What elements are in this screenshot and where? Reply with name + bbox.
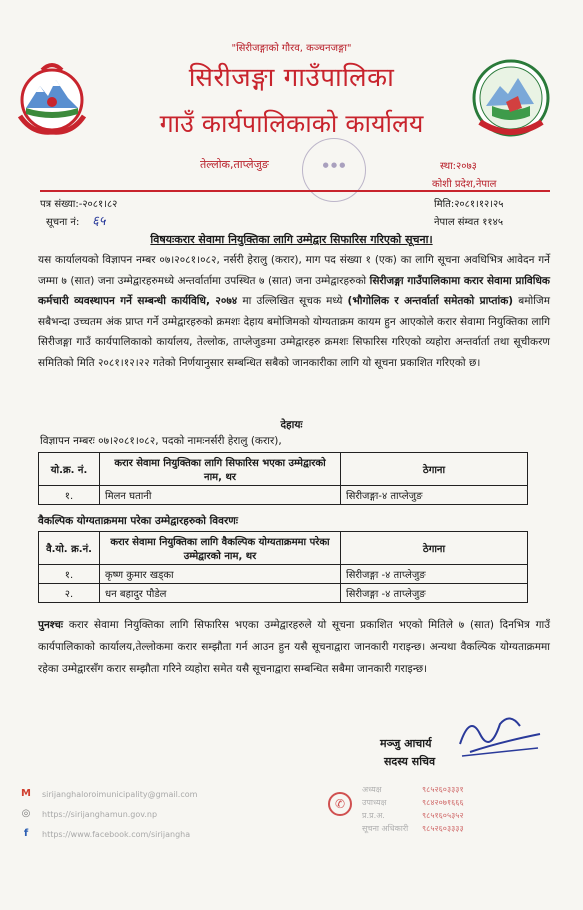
contact-label: प्र.प्र.अ. (362, 811, 385, 820)
table-cell: २. (39, 584, 100, 603)
office-name: गाउँ कार्यपालिकाको कार्यालय (159, 109, 424, 138)
phone-icon: ✆ (328, 792, 352, 816)
postscript-text: करार सेवामा नियुक्तिका लागि सिफारिस भएका उम्मेद्वारहरुले यो सूचना प्रकाशित भएको मितिले ७ (सात) दिनभित्र गाउँ कार्यपालिकाको कार्यालय,तेल्लोकमा करार सम्झौता गर्न आउन हुन यसै सूचनाद्वारा जानकारी गराइन्छ। अन्यथा वैकल्पिक योग्यताक्रममा रहेका उम्मेद्वारसँग करार सम्झौता गरिने व्यहोरा समेत यसै सूचनाद्वारा सम्बन्धित सबैमा जानकारी गराइन्छ। (38, 619, 550, 675)
office-stamp-icon: ● ● ● (302, 138, 366, 202)
contact-number: ९८५१६०५३५२ (422, 811, 464, 820)
signatory-name: मञ्जु आचार्य (380, 737, 432, 750)
contact-number: ९८५२६०३३३१ (422, 785, 464, 794)
table-cell: कृष्ण कुमार खड्का (100, 565, 341, 584)
signatory-position: सदस्य सचिव (384, 755, 436, 768)
contact-number: ९८४२०७१६६६ (422, 798, 464, 807)
gmail-icon: M (21, 788, 31, 799)
municipality-name: सिरीजङ्गा गाउँपालिका (188, 63, 395, 93)
table-cell: सिरीजङ्गा -४ ताप्लेजुङ (341, 584, 528, 603)
contact-row (362, 797, 464, 810)
contact-row (362, 810, 464, 823)
table-cell: १. (39, 565, 100, 584)
contact-row (362, 823, 464, 836)
notice-number-value: ६५ (92, 214, 106, 229)
table-header: यो.क्र. नं. (39, 453, 100, 486)
letter-date: मिति:२०८१।१२।२५ (434, 199, 504, 210)
letter-number: पत्र संख्या:-२०८१।८२ (40, 199, 118, 210)
footer-website[interactable]: https://sirijanghamun.gov.np (42, 809, 158, 819)
facebook-icon: f (23, 828, 29, 839)
body-text-2: मा उल्लिखित सूचक मध्ये (237, 295, 348, 307)
table-cell: सिरीजङ्गा-४ ताप्लेजुङ (341, 486, 528, 505)
established-year: स्था:२०७३ (440, 161, 477, 172)
contact-number: ९८५२६०३३३३ (422, 824, 464, 833)
table-header: करार सेवामा नियुक्तिका लागि सिफारिस भएका उम्मेद्वारको नाम, थर (100, 453, 341, 486)
table-header: ठेगाना (341, 453, 528, 486)
table-header: ठेगाना (341, 532, 528, 565)
alternate-heading: वैकल्पिक योग्यताक्रममा परेका उम्मेद्वारहरुको विवरणः (38, 515, 238, 527)
table-row (39, 486, 528, 505)
notice-body (38, 250, 550, 373)
header-divider (40, 190, 550, 192)
postscript-label: पुनश्चः (38, 619, 64, 631)
alternate-table (38, 531, 528, 603)
table-cell: १. (39, 486, 100, 505)
postscript-notice (38, 614, 550, 680)
body-text-3: बमोजिम सबैभन्दा उच्चतम अंक प्राप्त गर्ने उम्मेद्वारहरुको क्रमशः देहाय बमोजिमको योग्यताक्रम कायम हुन आएकोले करार सेवामा नियुक्तिका लागि सिरीजङ्गा गाउँ कार्यपालिकाको कार्यालय, तेल्लोक, ताप्लेजुङमा उम्मेद्वारहरु क्रमशः सिफारिस गरिएको व्यहोरा अन्तर्वार्ता तथा सूचीकरण समितिको मिति २०८१।१२।२२ गतेको निर्णयानुसार सम्बन्धित सबैको जानकारीका लागि यो सूचना प्रकाशित गरिएको छ। (38, 295, 550, 369)
motto: "सिरीजङ्गाको गौरव, कञ्चनजङ्गा" (231, 43, 352, 54)
table-header: करार सेवामा नियुक्तिका लागि वैकल्पिक योग्यताक्रममा परेका उम्मेद्वारको नाम, थर (100, 532, 341, 565)
table-cell: सिरीजङ्गा -४ ताप्लेजुङ (341, 565, 528, 584)
body-text-1: यस कार्यालयको विज्ञापन नम्बर ०७।२०८१।०८२, नर्सरी हेरालु (करार), माग पद संख्या १ (एक) का लागि सूचना अवधिभित्र आवेदन गर्ने जम्मा ७ (सात) जना उम्मेद्वारहरुमध्ये अन्तर्वार्तामा उपस्थित ७ (सात) जना उम्मेद्वारहरुको (38, 254, 550, 287)
contact-label: सूचना अधिकारी (362, 824, 409, 833)
notice-number-label: सूचना नं: (46, 217, 80, 228)
table-cell: मिलन घतानी (100, 486, 341, 505)
office-address: तेल्लोक,ताप्लेजुङ (200, 158, 269, 171)
footer-facebook[interactable]: https://www.facebook.com/sirijangha (42, 829, 191, 839)
footer-email[interactable]: sirijanghaloroimunicipality@gmail.com (42, 789, 198, 799)
recommended-table (38, 452, 528, 505)
table-row (39, 584, 528, 603)
body-bold-1: सिरीजङ्गा गाउँपालिकामा करार सेवामा प्राविधिक कर्मचारी व्यवस्थापन गर्ने सम्बन्धी कार्यविधि, २०७४ (38, 274, 550, 307)
province-name: कोशी प्रदेश,नेपाल (432, 179, 497, 190)
contact-row (362, 784, 464, 797)
table-header: वै.यो. क्र.नं. (39, 532, 100, 565)
advert-line: विज्ञापन नम्बरः ०७।२०८१।०८२, पदको नामःनर्सरी हेरालु (करार), (40, 435, 282, 447)
subject-line: विषयःकरार सेवामा नियुक्तिका लागि उम्मेद्वार सिफारिस गरिएको सूचना। (150, 233, 433, 246)
globe-icon: ◎ (21, 808, 31, 819)
nepal-samvat: नेपाल संम्वत ११४५ (434, 217, 504, 228)
signature-icon (440, 704, 550, 764)
footer-contacts-online (20, 784, 197, 844)
body-bold-2: (भौगोलिक र अन्तर्वार्ता समेतको प्राप्तांक) (347, 295, 514, 307)
dehaya-heading: देहायः (280, 419, 303, 431)
footer-phone-list (362, 784, 464, 836)
contact-label: उपाध्यक्ष (362, 798, 387, 807)
contact-label: अध्यक्ष (362, 785, 382, 794)
table-row (39, 565, 528, 584)
table-cell: धन बहादुर पौडेल (100, 584, 341, 603)
